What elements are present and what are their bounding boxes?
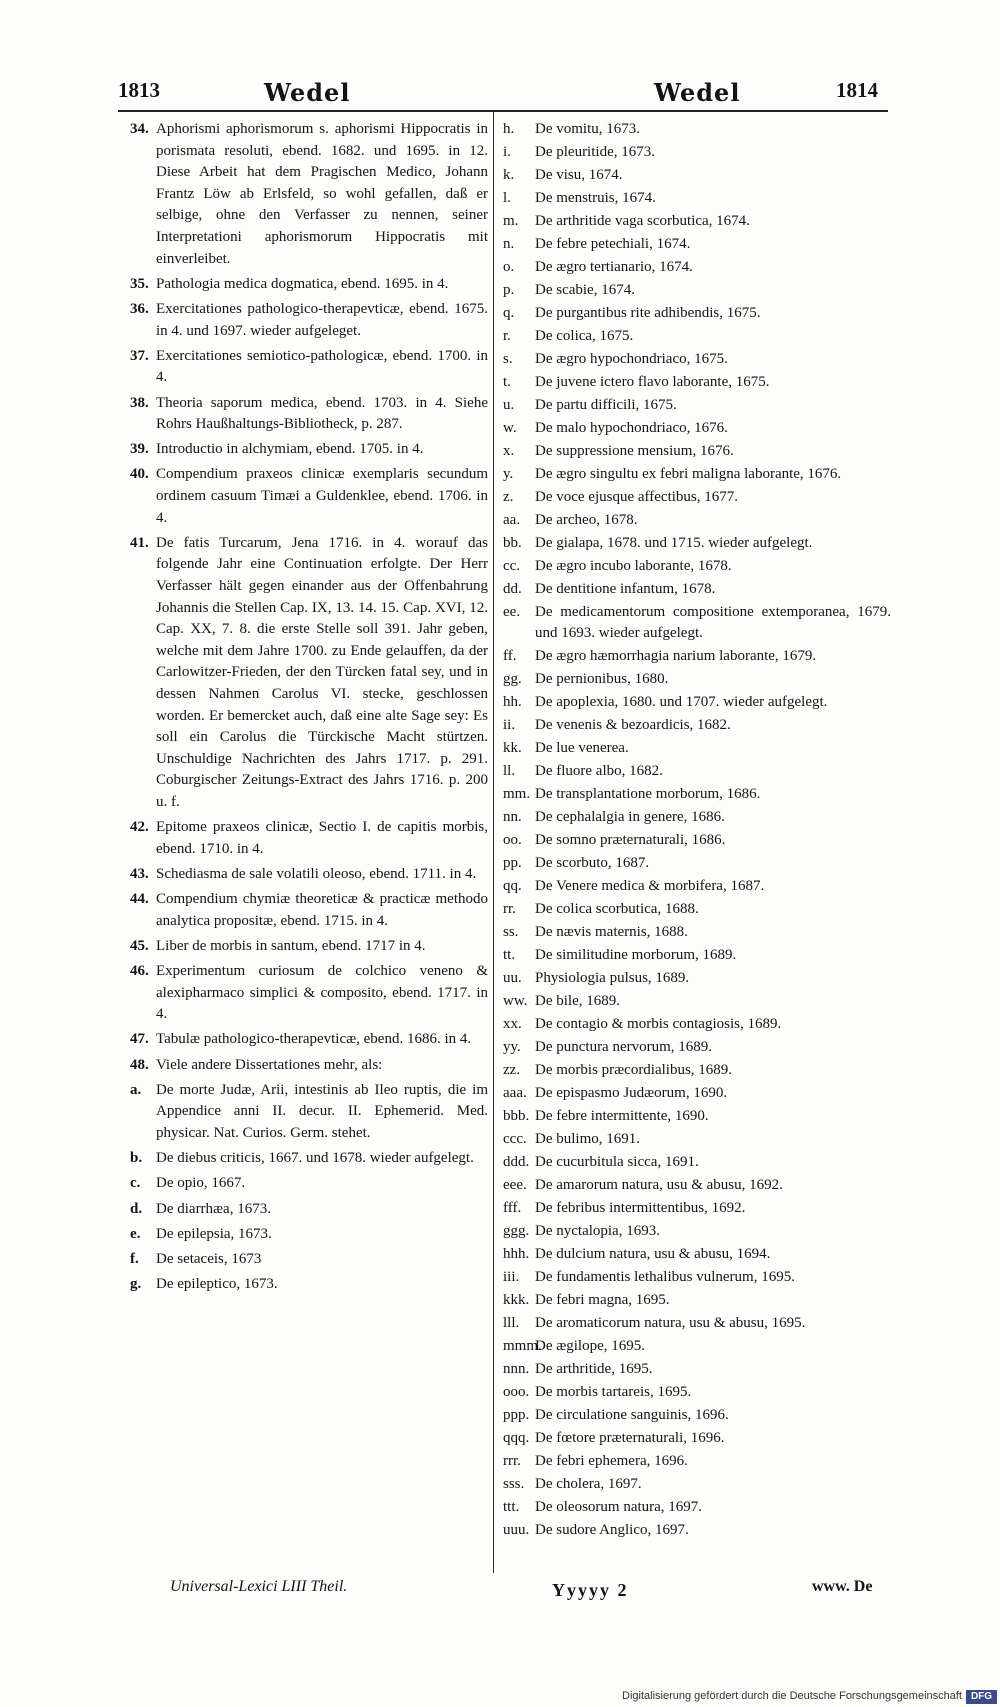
entry-number: rrr.	[503, 1452, 521, 1469]
entry-text: De nyctalopia, 1693.	[535, 1222, 660, 1239]
right-column-entry	[503, 211, 891, 233]
left-column	[130, 119, 488, 1299]
entry-text: De ægro singultu ex febri maligna laborante, 1676.	[535, 465, 842, 482]
entry-text: Tabulæ pathologico-therapevticæ, ebend. 1686. in 4.	[156, 1031, 472, 1048]
entry-text: De cholera, 1697.	[535, 1475, 642, 1492]
entry-number: sss.	[503, 1475, 525, 1492]
entry-number: ww.	[503, 993, 528, 1010]
right-column-entry	[503, 303, 891, 325]
entry-text: De Venere medica & morbifera, 1687.	[535, 878, 765, 895]
left-column-entry	[130, 119, 488, 270]
entry-text: De punctura nervorum, 1689.	[535, 1038, 713, 1055]
left-column-entry	[130, 1224, 488, 1246]
right-column-entry	[503, 234, 891, 256]
entry-text: De purgantibus rite adhibendis, 1675.	[535, 304, 761, 321]
entry-text: De similitudine morborum, 1689.	[535, 947, 737, 964]
right-column-entry	[503, 349, 891, 371]
right-column-entry	[503, 1129, 891, 1151]
entry-number: 37.	[130, 347, 149, 364]
right-column-entry	[503, 142, 891, 164]
entry-text: De febre petechiali, 1674.	[535, 235, 691, 252]
entry-number: o.	[503, 258, 515, 275]
left-column-entry	[130, 961, 488, 1026]
right-column-entry	[503, 991, 891, 1013]
entry-number: ff.	[503, 648, 517, 665]
right-column-entry	[503, 1359, 891, 1381]
entry-text: De cucurbitula sicca, 1691.	[535, 1153, 699, 1170]
entry-text: De febri ephemera, 1696.	[535, 1452, 688, 1469]
left-column-entry	[130, 864, 488, 886]
entry-number: dd.	[503, 580, 522, 597]
right-column-entry	[503, 1244, 891, 1266]
entry-number: s.	[503, 350, 513, 367]
entry-text: De morbis tartareis, 1695.	[535, 1383, 692, 1400]
entry-number: yy.	[503, 1038, 521, 1055]
entry-number: nnn.	[503, 1360, 530, 1377]
entry-number: mmm.	[503, 1337, 542, 1354]
entry-text: Theoria saporum medica, ebend. 1703. in 4. Siehe Rohrs Haußhaltungs-Bibliotheck, p. 287.	[156, 394, 488, 433]
entry-text: De archeo, 1678.	[535, 511, 638, 528]
right-column-entry	[503, 280, 891, 302]
entry-text: De cephalalgia in genere, 1686.	[535, 809, 725, 826]
entry-text: De dentitione infantum, 1678.	[535, 580, 716, 597]
entry-number: i.	[503, 143, 511, 160]
right-column-entry	[503, 761, 891, 783]
right-column-entry	[503, 1037, 891, 1059]
entry-text: Exercitationes semiotico-pathologicæ, ebend. 1700. in 4.	[156, 347, 488, 386]
entry-number: ii.	[503, 717, 516, 734]
entry-number: c.	[130, 1175, 141, 1192]
entry-text: De arthritide vaga scorbutica, 1674.	[535, 212, 750, 229]
right-column-entry	[503, 945, 891, 967]
right-column-entry	[503, 1014, 891, 1036]
entry-text: De ægilope, 1695.	[535, 1337, 645, 1354]
right-column-entry	[503, 556, 891, 578]
entry-number: 35.	[130, 275, 149, 292]
entry-number: ppp.	[503, 1406, 530, 1423]
right-page-number: 1814	[836, 78, 878, 102]
entry-number: a.	[130, 1081, 142, 1098]
right-column-entry	[503, 1451, 891, 1473]
left-column-entry	[130, 1148, 488, 1170]
right-column	[503, 119, 891, 1543]
entry-text: De febri magna, 1695.	[535, 1291, 670, 1308]
entry-number: uuu.	[503, 1521, 530, 1538]
entry-text: De ægro hypochondriaco, 1675.	[535, 350, 728, 367]
entry-number: ccc.	[503, 1130, 527, 1147]
entry-text: De ægro incubo laborante, 1678.	[535, 557, 732, 574]
digitization-credit	[580, 1688, 1000, 1707]
right-column-entry	[503, 922, 891, 944]
entry-number: mm.	[503, 786, 531, 803]
entry-number: iii.	[503, 1268, 520, 1285]
entry-text: Experimentum curiosum de colchico veneno & alexipharmaco simplici & composito, ebend. 1717. in 4.	[156, 963, 488, 1023]
right-column-entry	[503, 1405, 891, 1427]
left-column-entry	[130, 393, 488, 436]
left-column-entry	[130, 346, 488, 389]
entry-number: oo.	[503, 832, 522, 849]
right-running-head: Wedel	[654, 78, 741, 107]
entry-text: De colica scorbutica, 1688.	[535, 901, 699, 918]
right-column-entry	[503, 715, 891, 737]
left-column-entry	[130, 299, 488, 342]
left-column-entry	[130, 1173, 488, 1195]
header-rule	[118, 110, 888, 112]
entry-number: hh.	[503, 694, 522, 711]
entry-number: rr.	[503, 901, 516, 918]
entry-number: 39.	[130, 441, 149, 458]
entry-number: n.	[503, 235, 515, 252]
right-column-entry	[503, 807, 891, 829]
right-column-entry	[503, 487, 891, 509]
right-column-entry	[503, 441, 891, 463]
left-column-entry	[130, 936, 488, 958]
entry-number: fff.	[503, 1199, 522, 1216]
entry-number: ss.	[503, 924, 519, 941]
dfg-logo: DFG	[966, 1690, 997, 1704]
entry-text: De suppressione mensium, 1676.	[535, 442, 734, 459]
entry-text: De diebus criticis, 1667. und 1678. wieder aufgelegt.	[156, 1150, 474, 1167]
entry-text: De scabie, 1674.	[535, 281, 635, 298]
right-column-entry	[503, 188, 891, 210]
right-column-entry	[503, 1060, 891, 1082]
entry-number: m.	[503, 212, 519, 229]
entry-number: ooo.	[503, 1383, 530, 1400]
entry-number: 36.	[130, 300, 149, 317]
entry-text: Pathologia medica dogmatica, ebend. 1695. in 4.	[156, 275, 449, 292]
right-column-entry	[503, 464, 891, 486]
footer-catchword: www. De	[812, 1578, 873, 1595]
right-column-entry	[503, 899, 891, 921]
left-column-entry	[130, 817, 488, 860]
entry-number: l.	[503, 189, 511, 206]
right-column-entry	[503, 1083, 891, 1105]
credit-text: Digitalisierung gefördert durch die Deutsche Forschungsgemeinschaft	[622, 1690, 962, 1702]
left-column-entry	[130, 889, 488, 932]
right-column-entry	[503, 1428, 891, 1450]
entry-number: e.	[130, 1225, 141, 1242]
right-column-entry	[503, 1497, 891, 1519]
entry-number: uu.	[503, 970, 522, 987]
entry-text: De ægro hæmorrhagia narium laborante, 1679.	[535, 648, 817, 665]
left-page-number: 1813	[118, 78, 160, 102]
right-column-entry	[503, 1290, 891, 1312]
footer-signature-mark: Yyyyy 2	[552, 1580, 629, 1600]
entry-number: 48.	[130, 1056, 149, 1073]
right-column-entry	[503, 1382, 891, 1404]
entry-text: De juvene ictero flavo laborante, 1675.	[535, 373, 770, 390]
right-column-entry	[503, 326, 891, 348]
entry-text: De venenis & bezoardicis, 1682.	[535, 717, 731, 734]
entry-text: De pleuritide, 1673.	[535, 143, 655, 160]
entry-number: x.	[503, 442, 515, 459]
right-column-entry	[503, 119, 891, 141]
left-column-entry	[130, 1274, 488, 1296]
left-column-entry	[130, 1199, 488, 1221]
entry-text: De visu, 1674.	[535, 166, 623, 183]
right-column-entry	[503, 602, 891, 645]
entry-number: z.	[503, 488, 514, 505]
entry-text: Compendium chymiæ theoreticæ & practicæ methodo analytica propositæ, ebend. 1715. in 4.	[156, 891, 488, 929]
entry-number: w.	[503, 419, 517, 436]
left-column-entry	[130, 533, 488, 814]
right-column-entry	[503, 853, 891, 875]
entry-text: De apoplexia, 1680. und 1707. wieder aufgelegt.	[535, 694, 828, 711]
entry-text: De transplantatione morborum, 1686.	[535, 786, 761, 803]
entry-text: De colica, 1675.	[535, 327, 634, 344]
entry-number: 34.	[130, 121, 149, 137]
entry-text: De pernionibus, 1680.	[535, 671, 669, 688]
entry-text: Aphorismi aphorismorum s. aphorismi Hippocratis in porismata resoluti, ebend. 1682. und 1695. in 12. Diese Arbeit hat dem Pragischen Medico, Johann Frantz Löw ab Erlsfeld, so wohl gefallen, daß er selbige, ohne den Verfasser zu nennen, seiner Interpretationi aphorismorum Hippocratis mit einverleibet.	[156, 121, 488, 267]
entry-text: De epispasmo Judæorum, 1690.	[535, 1084, 728, 1101]
right-column-entry	[503, 1520, 891, 1542]
entry-number: h.	[503, 121, 515, 137]
right-column-entry	[503, 784, 891, 806]
entry-number: pp.	[503, 855, 522, 872]
entry-text: De malo hypochondriaco, 1676.	[535, 419, 728, 436]
entry-text: De fatis Turcarum, Jena 1716. in 4. worauf das folgende Jahr eine Continuation erfolgte. Der Herr Verfasser hält gegen einander aus der Offenbahrung Johannis die Stellen Cap. IX, 13. 14. 15. Cap. XVI, 12. Cap. XX, 7. 8. die erste Stelle soll 391. Jahr geben, welche mit dem Jahre 1700. zu Ende gelauffen, da der Carlowitzer-Frieden, der den Türcken fatal sey, und in dessen Nahmen Carolus VI. stecke, geschlossen worden. Er bemercket auch, daß eine alte Sage sey: Es soll ein Carolus die Türckische Macht stürtzen. Unschuldige Nachrichten des Jahrs 1717. p. 291. Coburgischer Zeitungs-Extract des Jahrs 1716. p. 200 u. f.	[156, 534, 488, 810]
right-column-entry	[503, 738, 891, 760]
left-column-entry	[130, 274, 488, 296]
entry-text: Viele andere Dissertationes mehr, als:	[156, 1056, 383, 1073]
right-column-entry	[503, 1221, 891, 1243]
right-column-entry	[503, 1336, 891, 1358]
entry-number: y.	[503, 465, 514, 482]
entry-number: 40.	[130, 466, 149, 483]
entry-text: De sudore Anglico, 1697.	[535, 1521, 689, 1538]
right-column-entry	[503, 1313, 891, 1335]
column-divider	[493, 111, 494, 1573]
entry-text: De fœtore præternaturali, 1696.	[535, 1429, 725, 1446]
entry-number: cc.	[503, 557, 521, 574]
left-column-entry	[130, 1249, 488, 1271]
entry-number: aa.	[503, 511, 521, 528]
entry-number: bb.	[503, 534, 522, 551]
left-column-entry	[130, 1055, 488, 1077]
entry-number: ddd.	[503, 1153, 530, 1170]
entry-text: De epilepsia, 1673.	[156, 1225, 272, 1242]
entry-text: Liber de morbis in santum, ebend. 1717 in 4.	[156, 937, 426, 954]
entry-text: De epileptico, 1673.	[156, 1276, 278, 1293]
entry-text: De voce ejusque affectibus, 1677.	[535, 488, 738, 505]
entry-text: De nævis maternis, 1688.	[535, 924, 688, 941]
entry-text: De arthritide, 1695.	[535, 1360, 653, 1377]
entry-number: f.	[130, 1250, 139, 1267]
entry-number: 46.	[130, 963, 149, 980]
right-column-entry	[503, 257, 891, 279]
entry-text: Schediasma de sale volatili oleoso, ebend. 1711. in 4.	[156, 865, 477, 882]
entry-number: r.	[503, 327, 511, 344]
entry-text: Epitome praxeos clinicæ, Sectio I. de capitis morbis, ebend. 1710. in 4.	[156, 819, 488, 857]
right-column-entry	[503, 876, 891, 898]
entry-number: 41.	[130, 534, 149, 551]
entry-text: De diarrhæa, 1673.	[156, 1200, 271, 1217]
entry-text: De circulatione sanguinis, 1696.	[535, 1406, 729, 1423]
entry-text: De menstruis, 1674.	[535, 189, 656, 206]
entry-number: 42.	[130, 819, 149, 836]
entry-text: De febribus intermittentibus, 1692.	[535, 1199, 746, 1216]
entry-text: De opio, 1667.	[156, 1175, 246, 1192]
right-column-entry	[503, 1152, 891, 1174]
entry-number: g.	[130, 1276, 142, 1293]
entry-text: De gialapa, 1678. und 1715. wieder aufgelegt.	[535, 534, 813, 551]
entry-number: ttt.	[503, 1498, 520, 1515]
right-column-entry	[503, 1198, 891, 1220]
right-column-entry	[503, 510, 891, 532]
right-column-entry	[503, 646, 891, 668]
entry-number: 38.	[130, 394, 149, 411]
entry-number: lll.	[503, 1314, 520, 1331]
entry-text: Compendium praxeos clinicæ exemplaris secundum ordinem casuum Timæi a Guldenklee, ebend. 1706. in 4.	[156, 466, 488, 526]
entry-text: Physiologia pulsus, 1689.	[535, 970, 690, 987]
entry-number: kk.	[503, 740, 522, 757]
entry-number: ee.	[503, 603, 521, 620]
entry-text: De aromaticorum natura, usu & abusu, 1695.	[535, 1314, 806, 1331]
right-column-entry	[503, 968, 891, 990]
entry-number: 44.	[130, 891, 149, 908]
entry-text: De fundamentis lethalibus vulnerum, 1695.	[535, 1268, 795, 1285]
entry-number: aaa.	[503, 1084, 527, 1101]
entry-number: t.	[503, 373, 511, 390]
entry-number: u.	[503, 396, 515, 413]
entry-number: k.	[503, 166, 515, 183]
entry-text: Introductio in alchymiam, ebend. 1705. in 4.	[156, 441, 424, 458]
right-column-entry	[503, 533, 891, 555]
entry-text: De bulimo, 1691.	[535, 1130, 640, 1147]
entry-number: d.	[130, 1200, 143, 1217]
right-column-entry	[503, 372, 891, 394]
entry-number: eee.	[503, 1176, 527, 1193]
entry-text: De ægro tertianario, 1674.	[535, 258, 693, 275]
entry-number: hhh.	[503, 1245, 530, 1262]
entry-text: De somno præternaturali, 1686.	[535, 832, 726, 849]
right-column-entry	[503, 579, 891, 601]
entry-text: De oleosorum natura, 1697.	[535, 1498, 703, 1515]
entry-number: kkk.	[503, 1291, 530, 1308]
footer-volume-title: Universal-Lexici LIII Theil.	[170, 1578, 348, 1595]
right-column-entry	[503, 669, 891, 691]
entry-number: p.	[503, 281, 515, 298]
right-column-entry	[503, 165, 891, 187]
entry-number: gg.	[503, 671, 522, 688]
entry-number: ggg.	[503, 1222, 530, 1239]
entry-text: Exercitationes pathologico-therapevticæ, ebend. 1675. in 4. und 1697. wieder aufgeleget.	[156, 300, 488, 339]
entry-number: xx.	[503, 1016, 522, 1032]
entry-number: zz.	[503, 1061, 521, 1078]
right-column-entry	[503, 418, 891, 440]
entry-number: 47.	[130, 1031, 149, 1048]
entry-text: De dulcium natura, usu & abusu, 1694.	[535, 1245, 771, 1262]
entry-text: De morte Judæ, Arii, intestinis ab Ileo ruptis, die im Appendice anni II. decur. II. Ephemerid. Med. physicar. Nat. Curios. Germ. stehet.	[156, 1081, 488, 1142]
right-column-entry	[503, 1175, 891, 1197]
entry-number: nn.	[503, 809, 522, 826]
right-column-entry	[503, 1106, 891, 1128]
entry-number: qq.	[503, 878, 522, 895]
entry-text: De amarorum natura, usu & abusu, 1692.	[535, 1176, 783, 1193]
entry-number: b.	[130, 1150, 143, 1167]
entry-text: De lue venerea.	[535, 740, 629, 757]
entry-number: 45.	[130, 937, 149, 954]
page-header	[118, 78, 888, 110]
left-column-entry	[130, 439, 488, 461]
entry-number: 43.	[130, 865, 149, 882]
right-column-entry	[503, 395, 891, 417]
left-column-entry	[130, 1029, 488, 1051]
entry-number: bbb.	[503, 1107, 530, 1124]
left-column-entry	[130, 1080, 488, 1145]
entry-number: tt.	[503, 947, 516, 964]
entry-text: De setaceis, 1673	[156, 1250, 262, 1267]
entry-text: De fluore albo, 1682.	[535, 763, 663, 780]
entry-text: De morbis præcordialibus, 1689.	[535, 1061, 733, 1078]
entry-text: De scorbuto, 1687.	[535, 855, 650, 872]
entry-text: De contagio & morbis contagiosis, 1689.	[535, 1016, 782, 1032]
entry-text: De febre intermittente, 1690.	[535, 1107, 709, 1124]
left-column-entry	[130, 464, 488, 529]
entry-text: De bile, 1689.	[535, 993, 620, 1010]
entry-number: qqq.	[503, 1429, 530, 1446]
right-column-entry	[503, 1474, 891, 1496]
entry-text: De medicamentorum compositione extemporanea, 1679. und 1693. wieder aufgelegt.	[535, 603, 891, 642]
left-running-head: Wedel	[264, 78, 351, 107]
right-column-entry	[503, 1267, 891, 1289]
entry-text: De vomitu, 1673.	[535, 121, 640, 137]
right-column-entry	[503, 692, 891, 714]
entry-number: ll.	[503, 763, 516, 780]
entry-number: q.	[503, 304, 515, 321]
entry-text: De partu difficili, 1675.	[535, 396, 677, 413]
right-column-entry	[503, 830, 891, 852]
